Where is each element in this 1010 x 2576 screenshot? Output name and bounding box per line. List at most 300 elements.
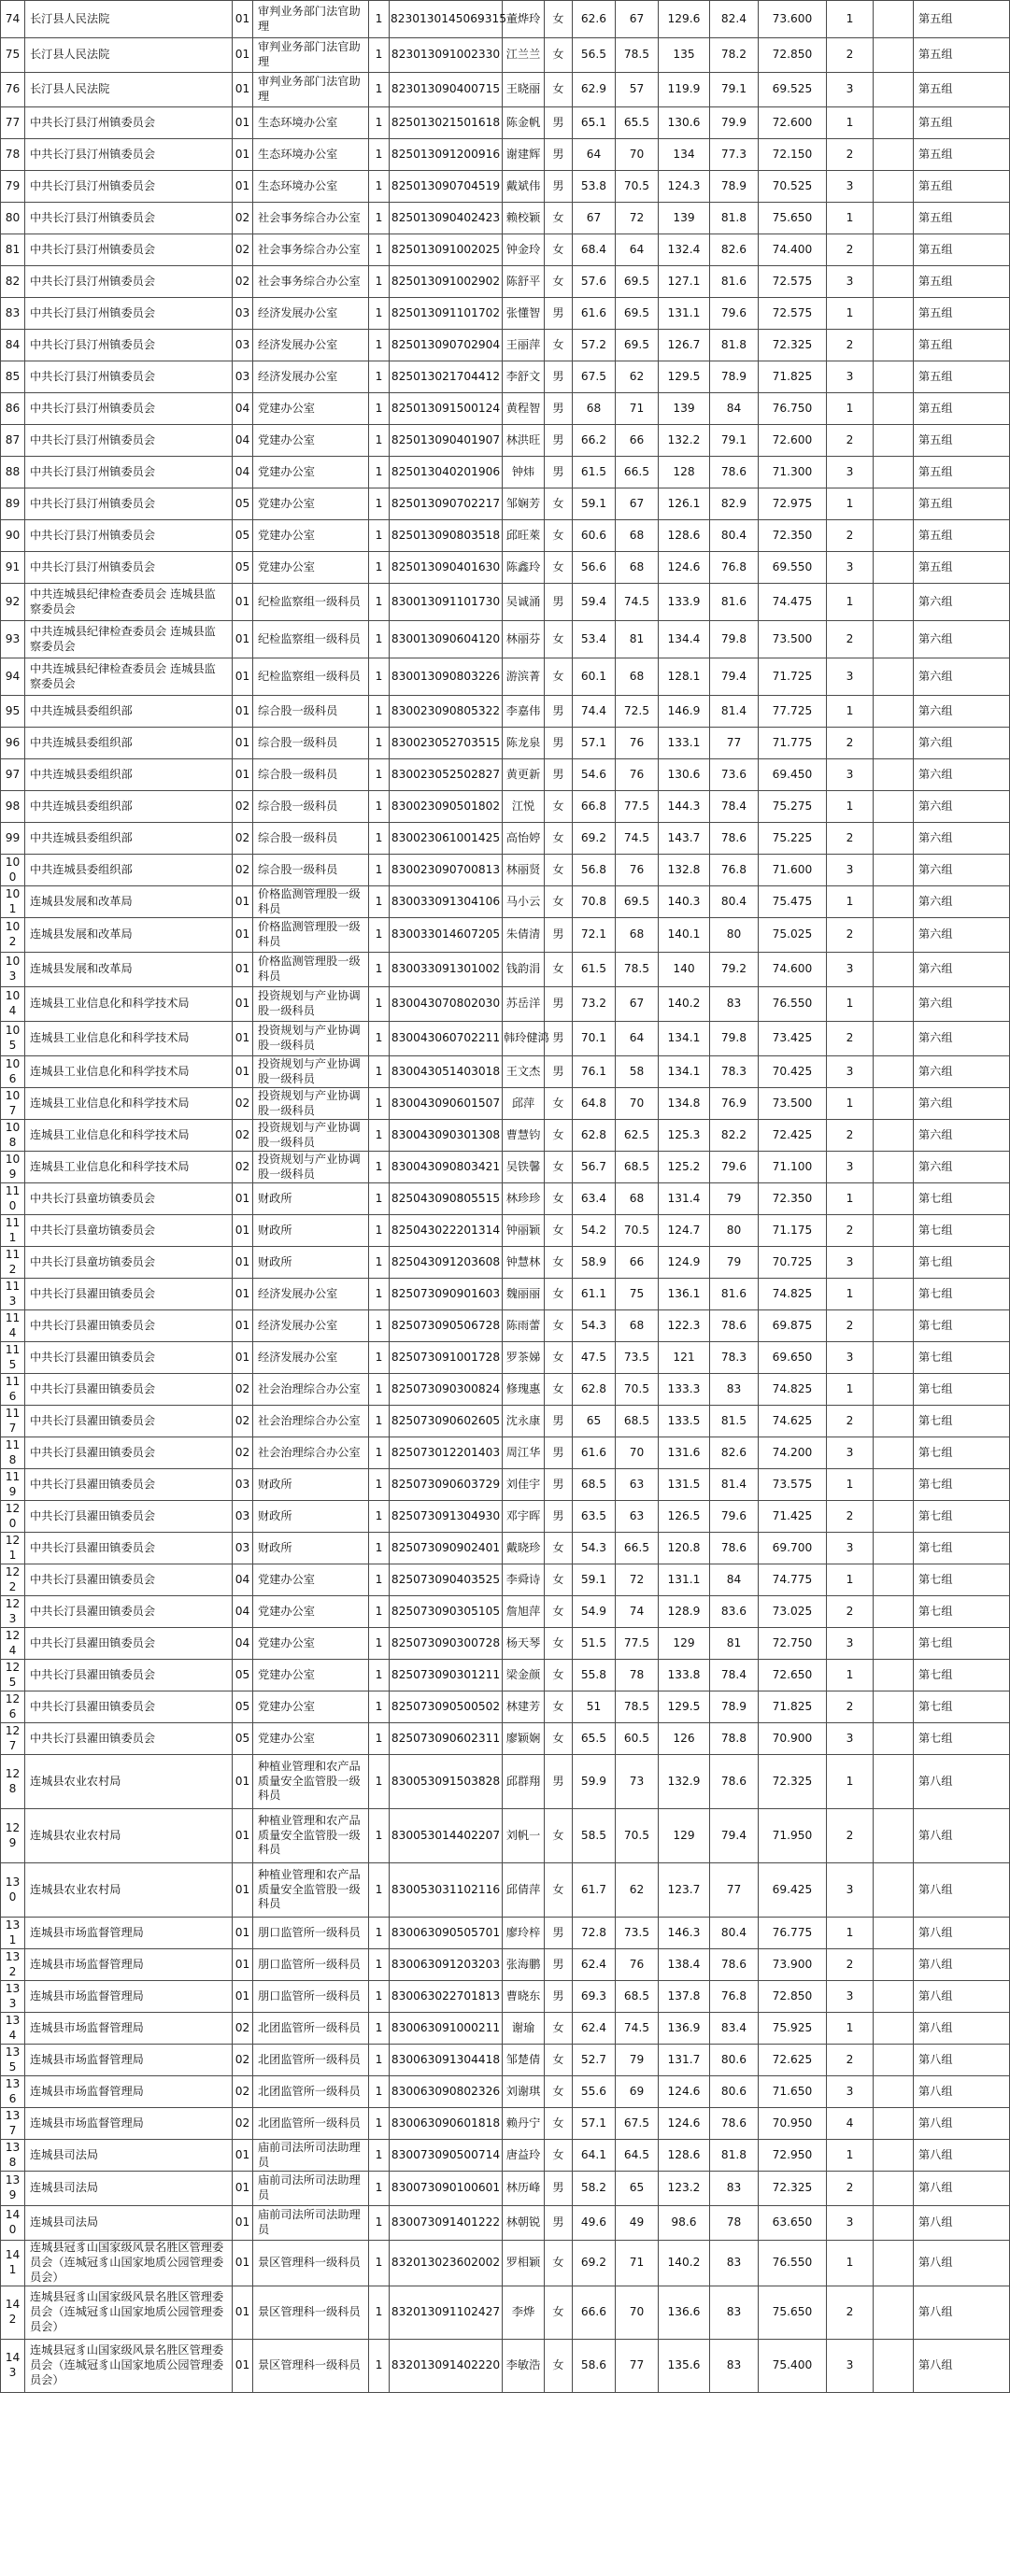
cell-blank (874, 1628, 914, 1660)
cell-score-sum: 122.3 (659, 1310, 710, 1342)
cell-blank (874, 584, 914, 621)
cell-score-sum: 140.3 (659, 886, 710, 918)
cell-position-name: 种植业管理和农产品质量安全监管股一级科员 (253, 1863, 369, 1918)
cell-score-sum: 120.8 (659, 1533, 710, 1564)
cell-recruit-count: 1 (369, 621, 390, 658)
cell-seq: 85 (1, 361, 25, 393)
cell-unit: 中共连城县委组织部 (25, 728, 233, 759)
cell-seq: 89 (1, 488, 25, 520)
cell-written-score: 63.4 (573, 1183, 616, 1215)
cell-written-score: 64 (573, 139, 616, 171)
cell-name: 黄更新 (503, 759, 545, 791)
cell-total-score: 70.900 (759, 1723, 827, 1755)
table-body (1, 1, 1010, 2393)
cell-total-score: 74.825 (759, 1279, 827, 1310)
cell-position-name: 财政所 (253, 1533, 369, 1564)
cell-name: 谢建辉 (503, 139, 545, 171)
cell-group: 第五组 (914, 425, 1010, 457)
cell-position-code: 04 (233, 393, 253, 425)
cell-converted-score: 77 (710, 728, 759, 759)
cell-converted-score: 78.4 (710, 1660, 759, 1691)
cell-seq: 132 (1, 1949, 25, 1981)
cell-group: 第六组 (914, 759, 1010, 791)
cell-seq: 110 (1, 1183, 25, 1215)
cell-position-name: 社会事务综合办公室 (253, 234, 369, 266)
cell-position-name: 景区管理科一级科员 (253, 2339, 369, 2392)
cell-gender: 女 (545, 73, 573, 107)
cell-converted-score: 83.6 (710, 1596, 759, 1628)
cell-rank: 2 (827, 2172, 874, 2206)
cell-name: 林历峰 (503, 2172, 545, 2206)
cell-unit: 中共长汀县汀州镇委员会 (25, 171, 233, 203)
cell-position-name: 党建办公室 (253, 457, 369, 488)
cell-name: 钟金玲 (503, 234, 545, 266)
cell-written-score: 69.2 (573, 2241, 616, 2286)
cell-total-score: 71.950 (759, 1809, 827, 1863)
cell-position-name: 社会治理综合办公室 (253, 1406, 369, 1437)
cell-score-sum: 126 (659, 1723, 710, 1755)
table-row (1, 621, 1010, 658)
cell-rank: 1 (827, 1374, 874, 1406)
table-row (1, 425, 1010, 457)
cell-exam-number: 825013021501618 (390, 107, 503, 139)
cell-unit: 连城县农业农村局 (25, 1863, 233, 1918)
cell-exam-number: 825073091001728 (390, 1342, 503, 1374)
cell-converted-score: 79.9 (710, 107, 759, 139)
cell-score-sum: 126.1 (659, 488, 710, 520)
cell-position-code: 01 (233, 987, 253, 1022)
cell-rank: 2 (827, 234, 874, 266)
cell-recruit-count: 1 (369, 361, 390, 393)
cell-position-name: 投资规划与产业协调股一级科员 (253, 1088, 369, 1120)
cell-seq: 81 (1, 234, 25, 266)
cell-interview-score: 68.5 (616, 1406, 659, 1437)
cell-blank (874, 1215, 914, 1247)
cell-unit: 连城县农业农村局 (25, 1755, 233, 1809)
cell-rank: 3 (827, 1863, 874, 1918)
cell-position-name: 综合股一级科员 (253, 823, 369, 855)
cell-unit: 连城县市场监督管理局 (25, 1981, 233, 2013)
cell-position-code: 01 (233, 1310, 253, 1342)
cell-gender: 男 (545, 425, 573, 457)
cell-position-name: 综合股一级科员 (253, 855, 369, 886)
cell-group: 第八组 (914, 1755, 1010, 1809)
cell-score-sum: 131.1 (659, 1564, 710, 1596)
cell-position-name: 朋口监管所一级科员 (253, 1981, 369, 2013)
cell-converted-score: 83 (710, 1374, 759, 1406)
cell-converted-score: 77 (710, 1863, 759, 1918)
cell-exam-number: 825013091500124 (390, 393, 503, 425)
cell-written-score: 47.5 (573, 1342, 616, 1374)
cell-written-score: 63.5 (573, 1501, 616, 1533)
cell-gender: 男 (545, 457, 573, 488)
cell-rank: 3 (827, 1437, 874, 1469)
cell-written-score: 62.8 (573, 1374, 616, 1406)
cell-interview-score: 68 (616, 520, 659, 552)
cell-seq: 130 (1, 1863, 25, 1918)
cell-name: 钟慧林 (503, 1247, 545, 1279)
cell-exam-number: 830063090505701 (390, 1918, 503, 1949)
cell-seq: 78 (1, 139, 25, 171)
cell-total-score: 72.850 (759, 38, 827, 73)
cell-blank (874, 1120, 914, 1152)
cell-unit: 连城县市场监督管理局 (25, 2045, 233, 2076)
cell-position-code: 01 (233, 1, 253, 38)
cell-exam-number: 830043090601507 (390, 1088, 503, 1120)
cell-seq: 134 (1, 2013, 25, 2045)
cell-score-sum: 134.1 (659, 1056, 710, 1088)
cell-seq: 118 (1, 1437, 25, 1469)
cell-rank: 1 (827, 1918, 874, 1949)
cell-exam-number: 830043090803421 (390, 1152, 503, 1183)
cell-total-score: 70.425 (759, 1056, 827, 1088)
cell-position-code: 01 (233, 1981, 253, 2013)
cell-unit: 中共长汀县濯田镇委员会 (25, 1501, 233, 1533)
cell-blank (874, 520, 914, 552)
cell-score-sum: 136.9 (659, 2013, 710, 2045)
cell-group: 第五组 (914, 107, 1010, 139)
cell-recruit-count: 1 (369, 1310, 390, 1342)
cell-total-score: 72.950 (759, 2140, 827, 2172)
cell-name: 陈金帆 (503, 107, 545, 139)
cell-interview-score: 64 (616, 1022, 659, 1056)
cell-blank (874, 1660, 914, 1691)
cell-name: 赖校颖 (503, 203, 545, 234)
cell-name: 戴斌伟 (503, 171, 545, 203)
cell-position-name: 纪检监察组一级科员 (253, 658, 369, 696)
cell-seq: 93 (1, 621, 25, 658)
cell-exam-number: 830013090604120 (390, 621, 503, 658)
cell-blank (874, 886, 914, 918)
cell-score-sum: 124.6 (659, 552, 710, 584)
cell-converted-score: 81.4 (710, 1469, 759, 1501)
cell-blank (874, 953, 914, 987)
cell-gender: 女 (545, 1183, 573, 1215)
cell-unit: 连城县发展和改革局 (25, 918, 233, 953)
cell-unit: 中共长汀县濯田镇委员会 (25, 1374, 233, 1406)
cell-blank (874, 171, 914, 203)
cell-recruit-count: 1 (369, 139, 390, 171)
cell-interview-score: 76 (616, 759, 659, 791)
cell-score-sum: 126.7 (659, 330, 710, 361)
cell-exam-number: 823013091002330 (390, 38, 503, 73)
cell-exam-number: 830013090803226 (390, 658, 503, 696)
cell-total-score: 71.100 (759, 1152, 827, 1183)
cell-exam-number: 832013023602002 (390, 2241, 503, 2286)
cell-name: 张懂智 (503, 298, 545, 330)
cell-interview-score: 78 (616, 1660, 659, 1691)
cell-score-sum: 134.1 (659, 1022, 710, 1056)
cell-blank (874, 234, 914, 266)
cell-seq: 98 (1, 791, 25, 823)
cell-total-score: 69.450 (759, 759, 827, 791)
cell-interview-score: 74.5 (616, 2013, 659, 2045)
cell-seq: 119 (1, 1469, 25, 1501)
cell-position-code: 03 (233, 1501, 253, 1533)
cell-group: 第五组 (914, 298, 1010, 330)
cell-written-score: 61.6 (573, 1437, 616, 1469)
cell-blank (874, 1406, 914, 1437)
cell-exam-number: 830013091101730 (390, 584, 503, 621)
cell-blank (874, 73, 914, 107)
cell-exam-number: 830073091401222 (390, 2206, 503, 2241)
cell-name: 李嘉伟 (503, 696, 545, 728)
cell-position-code: 02 (233, 823, 253, 855)
cell-total-score: 75.475 (759, 886, 827, 918)
cell-unit: 中共长汀县汀州镇委员会 (25, 393, 233, 425)
cell-unit: 连城县工业信息化和科学技术局 (25, 1022, 233, 1056)
cell-recruit-count: 1 (369, 2286, 390, 2339)
cell-gender: 女 (545, 1533, 573, 1564)
cell-unit: 中共长汀县汀州镇委员会 (25, 552, 233, 584)
cell-blank (874, 2108, 914, 2140)
cell-converted-score: 79.2 (710, 953, 759, 987)
cell-name: 高怡婷 (503, 823, 545, 855)
cell-name: 林丽芬 (503, 621, 545, 658)
table-row (1, 1342, 1010, 1374)
cell-total-score: 76.750 (759, 393, 827, 425)
cell-interview-score: 64.5 (616, 2140, 659, 2172)
cell-unit: 连城县冠豸山国家级风景名胜区管理委员会（连城冠豸山国家地质公园管理委员会） (25, 2339, 233, 2392)
cell-recruit-count: 1 (369, 457, 390, 488)
cell-group: 第五组 (914, 520, 1010, 552)
cell-recruit-count: 1 (369, 1755, 390, 1809)
cell-seq: 125 (1, 1660, 25, 1691)
cell-position-name: 北团监管所一级科员 (253, 2045, 369, 2076)
cell-rank: 3 (827, 2076, 874, 2108)
cell-unit: 中共长汀县汀州镇委员会 (25, 330, 233, 361)
cell-seq: 138 (1, 2140, 25, 2172)
cell-unit: 中共连城县委组织部 (25, 759, 233, 791)
cell-interview-score: 77.5 (616, 1628, 659, 1660)
table-row (1, 2286, 1010, 2339)
cell-rank: 3 (827, 73, 874, 107)
cell-score-sum: 130.6 (659, 107, 710, 139)
cell-name: 张海鹏 (503, 1949, 545, 1981)
cell-name: 廖玲梓 (503, 1918, 545, 1949)
cell-total-score: 72.325 (759, 330, 827, 361)
cell-blank (874, 987, 914, 1022)
cell-recruit-count: 1 (369, 1691, 390, 1723)
cell-interview-score: 64 (616, 234, 659, 266)
cell-converted-score: 78.9 (710, 171, 759, 203)
cell-position-code: 01 (233, 2241, 253, 2286)
table-row (1, 488, 1010, 520)
cell-position-name: 景区管理科一级科员 (253, 2286, 369, 2339)
cell-converted-score: 80 (710, 1215, 759, 1247)
cell-position-code: 02 (233, 1406, 253, 1437)
cell-position-name: 生态环境办公室 (253, 171, 369, 203)
cell-position-code: 01 (233, 2286, 253, 2339)
cell-unit: 中共长汀县濯田镇委员会 (25, 1691, 233, 1723)
cell-group: 第六组 (914, 855, 1010, 886)
cell-total-score: 74.825 (759, 1374, 827, 1406)
cell-name: 王丽萍 (503, 330, 545, 361)
cell-exam-number: 830043051403018 (390, 1056, 503, 1088)
cell-position-code: 02 (233, 1374, 253, 1406)
cell-unit: 连城县发展和改革局 (25, 886, 233, 918)
cell-interview-score: 68.5 (616, 1981, 659, 2013)
cell-seq: 97 (1, 759, 25, 791)
cell-rank: 3 (827, 266, 874, 298)
cell-recruit-count: 1 (369, 953, 390, 987)
cell-written-score: 57.1 (573, 2108, 616, 2140)
cell-seq: 133 (1, 1981, 25, 2013)
cell-score-sum: 139 (659, 393, 710, 425)
cell-recruit-count: 1 (369, 1437, 390, 1469)
cell-converted-score: 78.6 (710, 1533, 759, 1564)
table-row (1, 1533, 1010, 1564)
cell-blank (874, 266, 914, 298)
cell-gender: 女 (545, 1310, 573, 1342)
cell-written-score: 68 (573, 393, 616, 425)
cell-converted-score: 78.9 (710, 1691, 759, 1723)
cell-name: 马小云 (503, 886, 545, 918)
cell-group: 第七组 (914, 1183, 1010, 1215)
cell-position-name: 生态环境办公室 (253, 107, 369, 139)
cell-gender: 女 (545, 1247, 573, 1279)
cell-score-sum: 124.6 (659, 2076, 710, 2108)
cell-name: 梁金颜 (503, 1660, 545, 1691)
cell-exam-number: 830043090301308 (390, 1120, 503, 1152)
cell-seq: 121 (1, 1533, 25, 1564)
cell-group: 第七组 (914, 1564, 1010, 1596)
cell-total-score: 71.600 (759, 855, 827, 886)
cell-score-sum: 132.8 (659, 855, 710, 886)
table-row (1, 361, 1010, 393)
cell-blank (874, 1247, 914, 1279)
cell-blank (874, 1596, 914, 1628)
cell-group: 第八组 (914, 1863, 1010, 1918)
cell-group: 第五组 (914, 457, 1010, 488)
cell-gender: 女 (545, 1374, 573, 1406)
table-row (1, 266, 1010, 298)
cell-written-score: 55.8 (573, 1660, 616, 1691)
cell-position-code: 01 (233, 1183, 253, 1215)
cell-position-name: 生态环境办公室 (253, 139, 369, 171)
cell-name: 吴诚涌 (503, 584, 545, 621)
cell-gender: 女 (545, 855, 573, 886)
cell-score-sum: 136.1 (659, 1279, 710, 1310)
cell-position-code: 05 (233, 1691, 253, 1723)
table-row (1, 139, 1010, 171)
cell-interview-score: 62 (616, 361, 659, 393)
cell-group: 第七组 (914, 1660, 1010, 1691)
cell-exam-number: 825013090401907 (390, 425, 503, 457)
cell-written-score: 67 (573, 203, 616, 234)
cell-interview-score: 70.5 (616, 1374, 659, 1406)
cell-score-sum: 146.3 (659, 1918, 710, 1949)
cell-name: 游滨菁 (503, 658, 545, 696)
cell-rank: 3 (827, 658, 874, 696)
cell-interview-score: 63 (616, 1469, 659, 1501)
cell-recruit-count: 1 (369, 584, 390, 621)
cell-group: 第八组 (914, 2241, 1010, 2286)
cell-blank (874, 1088, 914, 1120)
cell-interview-score: 72 (616, 203, 659, 234)
cell-gender: 女 (545, 2140, 573, 2172)
cell-blank (874, 1564, 914, 1596)
cell-rank: 1 (827, 987, 874, 1022)
cell-gender: 男 (545, 584, 573, 621)
cell-score-sum: 133.9 (659, 584, 710, 621)
cell-rank: 1 (827, 2140, 874, 2172)
cell-position-name: 投资规划与产业协调股一级科员 (253, 1152, 369, 1183)
cell-rank: 2 (827, 1120, 874, 1152)
cell-converted-score: 80.4 (710, 886, 759, 918)
cell-score-sum: 123.2 (659, 2172, 710, 2206)
cell-total-score: 73.500 (759, 621, 827, 658)
cell-gender: 男 (545, 1981, 573, 2013)
cell-score-sum: 128.6 (659, 520, 710, 552)
cell-name: 戴晓珍 (503, 1533, 545, 1564)
cell-unit: 连城县工业信息化和科学技术局 (25, 987, 233, 1022)
cell-blank (874, 361, 914, 393)
cell-recruit-count: 1 (369, 1981, 390, 2013)
cell-gender: 女 (545, 2045, 573, 2076)
cell-seq: 94 (1, 658, 25, 696)
cell-converted-score: 80.4 (710, 1918, 759, 1949)
cell-exam-number: 825013091002902 (390, 266, 503, 298)
cell-score-sum: 124.6 (659, 2108, 710, 2140)
table-row (1, 1691, 1010, 1723)
cell-interview-score: 76 (616, 1949, 659, 1981)
cell-group: 第七组 (914, 1342, 1010, 1374)
cell-recruit-count: 1 (369, 1596, 390, 1628)
cell-position-code: 02 (233, 791, 253, 823)
cell-name: 陈鑫玲 (503, 552, 545, 584)
table-row (1, 38, 1010, 73)
cell-exam-number: 830073090100601 (390, 2172, 503, 2206)
cell-blank (874, 1152, 914, 1183)
table-row (1, 1215, 1010, 1247)
table-row (1, 1981, 1010, 2013)
cell-converted-score: 78.3 (710, 1056, 759, 1088)
cell-recruit-count: 1 (369, 886, 390, 918)
cell-position-code: 02 (233, 2108, 253, 2140)
cell-written-score: 59.1 (573, 488, 616, 520)
cell-total-score: 72.650 (759, 1660, 827, 1691)
cell-gender: 女 (545, 658, 573, 696)
cell-converted-score: 84 (710, 393, 759, 425)
cell-score-sum: 121 (659, 1342, 710, 1374)
cell-converted-score: 78.6 (710, 1755, 759, 1809)
cell-seq: 99 (1, 823, 25, 855)
cell-written-score: 62.4 (573, 2013, 616, 2045)
cell-written-score: 57.2 (573, 330, 616, 361)
cell-total-score: 70.725 (759, 1247, 827, 1279)
cell-converted-score: 81.8 (710, 203, 759, 234)
cell-unit: 中共长汀县汀州镇委员会 (25, 488, 233, 520)
cell-seq: 111 (1, 1215, 25, 1247)
cell-interview-score: 71 (616, 393, 659, 425)
cell-blank (874, 1981, 914, 2013)
cell-position-name: 投资规划与产业协调股一级科员 (253, 1022, 369, 1056)
cell-interview-score: 79 (616, 2045, 659, 2076)
cell-gender: 女 (545, 1, 573, 38)
cell-total-score: 74.200 (759, 1437, 827, 1469)
cell-blank (874, 1723, 914, 1755)
cell-gender: 女 (545, 488, 573, 520)
cell-rank: 3 (827, 361, 874, 393)
cell-written-score: 54.3 (573, 1310, 616, 1342)
table-row (1, 393, 1010, 425)
cell-interview-score: 77.5 (616, 791, 659, 823)
cell-rank: 3 (827, 953, 874, 987)
cell-seq: 126 (1, 1691, 25, 1723)
cell-recruit-count: 1 (369, 1949, 390, 1981)
cell-score-sum: 131.6 (659, 1437, 710, 1469)
